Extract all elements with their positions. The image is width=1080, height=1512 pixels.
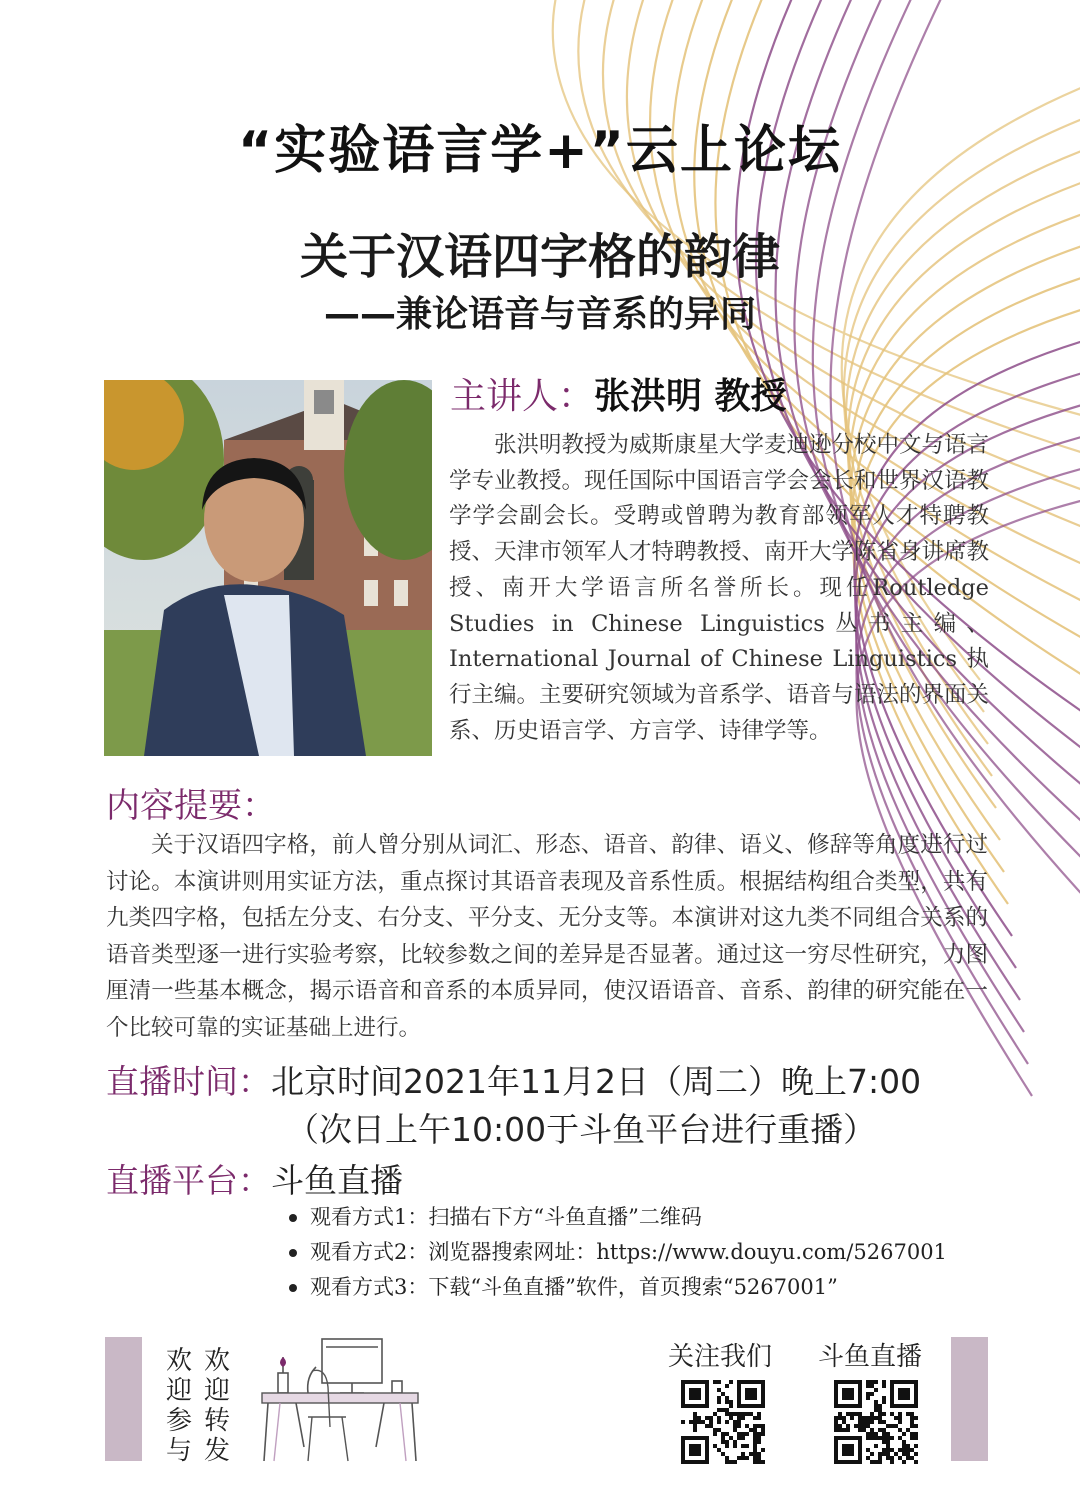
- summary-text: 关于汉语四字格，前人曾分别从词汇、形态、语音、韵律、语义、修辞等角度进行过讨论。本演讲则用实证方法，重点探讨其语音表现及音系性质。根据结构组合类型，共有九类四字格，包括左分支、右分支、平分支、无分支等。本演讲对这九类不同组合关系的语音类型逐一进行实验考察，比较参数之间的差异是否显著。通过这一穷尽性研究，力图厘清一些基本概念，揭示语音和音系的本质异同，使汉语语音、音系、韵律的研究能在一个比较可靠的实证基础上进行。: [106, 832, 988, 1041]
- platform-value: 斗鱼直播: [271, 1161, 403, 1200]
- follow-us-qr-code[interactable]: [681, 1380, 765, 1464]
- watch-method-3: 观看方式3：下载“斗鱼直播”软件，首页搜索“5267001”: [286, 1270, 947, 1305]
- speaker-line: [450, 368, 787, 419]
- speaker-label: 主讲人：: [450, 376, 595, 417]
- summary-label: 内容提要：: [106, 786, 276, 826]
- talk-title: 关于汉语四字格的韵律: [299, 229, 780, 285]
- speaker-name: 张洪明 教授: [594, 376, 787, 417]
- broadcast-time-label: 直播时间：: [106, 1062, 271, 1101]
- broadcast-time-value: 北京时间2021年11月2日（周二）晚上7:00: [271, 1062, 922, 1101]
- broadcast-time-row: [106, 1056, 921, 1103]
- douyu-qr-code[interactable]: [834, 1380, 918, 1464]
- welcome-join-text: 欢迎参与: [165, 1346, 192, 1466]
- douyu-label: 斗鱼直播: [818, 1342, 923, 1372]
- speaker-bio: 张洪明教授为威斯康星大学麦迪逊分校中文与语言学专业教授。现任国际中国语言学会会长和世界汉语教学学会副会长。受聘或曾聘为教育部领军人才特聘教授、天津市领军人才特聘教授、南开大学陈省身讲席教授、南开大学语言所名誉所长。现任Routledge Studies in Chinese Linguistics丛书主编、International Journal of Chinese Linguistics 执行主编。主要研究领域为音系学、语音与语法的界面关系、历史语言学、方言学、诗律学等。: [449, 432, 990, 744]
- watch-method-1: 观看方式1：扫描右下方“斗鱼直播”二维码: [286, 1200, 947, 1235]
- follow-us-label: 关注我们: [668, 1342, 773, 1372]
- replay-note: （次日上午10:00于斗鱼平台进行重播）: [286, 1110, 877, 1149]
- welcome-forward-text: 欢迎转发: [203, 1346, 230, 1466]
- desk-illustration: [256, 1337, 424, 1463]
- talk-subtitle: ——兼论语音与音系的异同: [323, 294, 756, 335]
- watch-method-2: 观看方式2：浏览器搜索网址：https://www.douyu.com/5267001: [286, 1235, 947, 1270]
- right-accent-bar: [951, 1337, 988, 1461]
- speaker-photo: [104, 380, 432, 756]
- forum-title: “实验语言学+”云上论坛: [238, 121, 842, 181]
- platform-label: 直播平台：: [106, 1161, 271, 1200]
- watch-methods-list: [286, 1200, 947, 1305]
- left-accent-bar: [105, 1337, 142, 1461]
- platform-row: [106, 1155, 403, 1202]
